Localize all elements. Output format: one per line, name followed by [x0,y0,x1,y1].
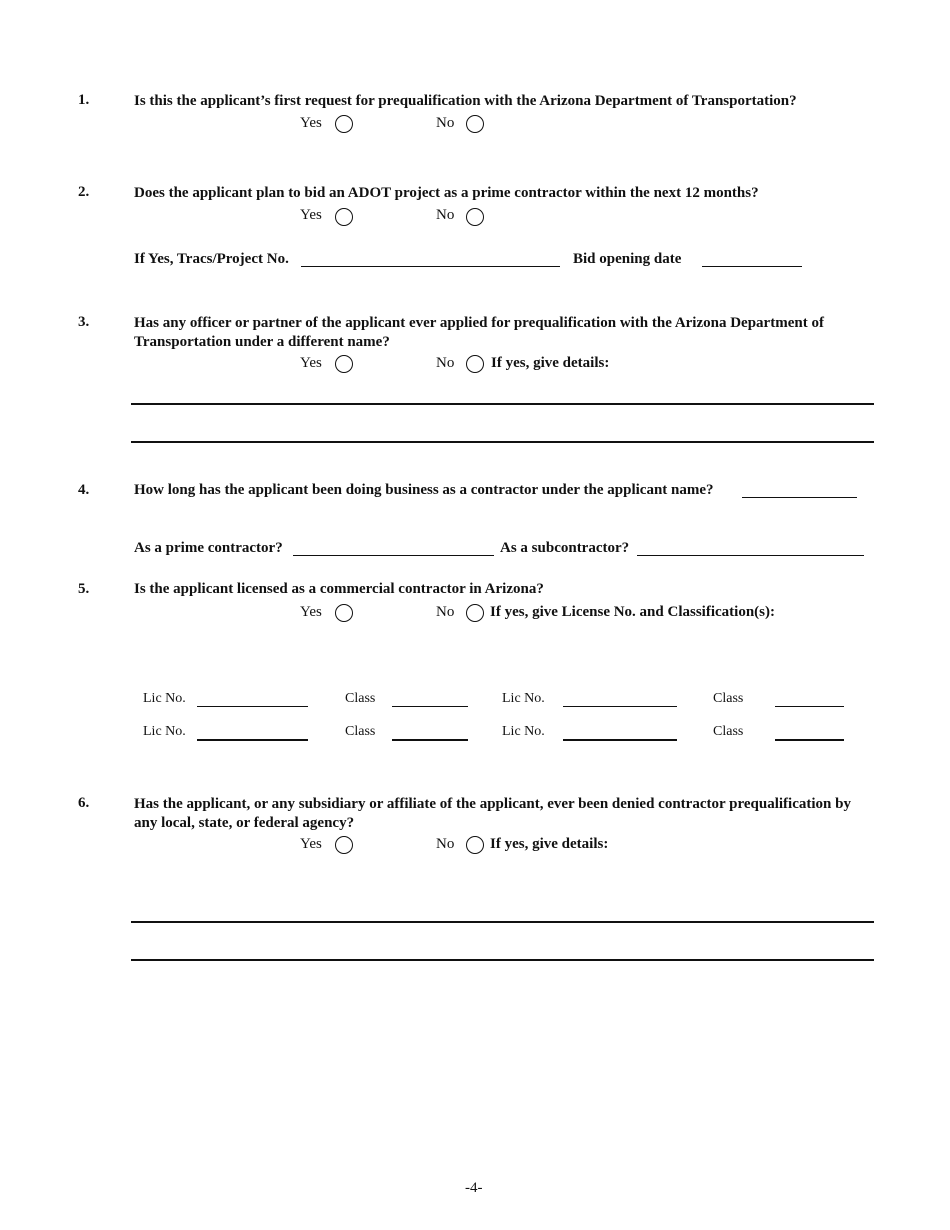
question-1-number: 1. [78,92,90,108]
question-2-number: 2. [78,184,90,200]
lic-no-field[interactable] [563,739,677,741]
prime-contractor-field[interactable] [293,555,494,556]
q1-yes-radio[interactable] [335,115,353,133]
tracs-project-label: If Yes, Tracs/Project No. [134,251,289,267]
class-label: Class [345,691,376,706]
class-field[interactable] [775,739,844,741]
question-4-number: 4. [78,482,90,498]
q5-yes-label: Yes [300,604,322,620]
class-field[interactable] [392,706,468,707]
bid-opening-date-label: Bid opening date [573,251,682,267]
class-label: Class [713,691,744,706]
class-field[interactable] [775,706,844,707]
q6-details-line-1[interactable] [131,921,874,923]
q1-no-label: No [436,115,455,131]
lic-no-field[interactable] [197,706,308,707]
lic-no-label: Lic No. [502,691,545,706]
q3-details-line-1[interactable] [131,403,874,405]
q2-yes-radio[interactable] [335,208,353,226]
class-field[interactable] [392,739,468,741]
q6-no-label: No [436,836,455,852]
q6-details-label: If yes, give details: [490,836,609,852]
class-label: Class [345,724,376,739]
prime-contractor-label: As a prime contractor? [134,540,283,556]
subcontractor-label: As a subcontractor? [500,540,630,556]
q2-no-radio[interactable] [466,208,484,226]
q3-details-label: If yes, give details: [491,355,610,371]
lic-no-field[interactable] [563,706,677,707]
q2-no-label: No [436,207,455,223]
q3-no-radio[interactable] [466,355,484,373]
question-3-text: Has any officer or partner of the applicant ever applied for prequalification with the Arizona Department of Transportation under a different name? [134,315,824,350]
tracs-project-field[interactable] [301,266,560,267]
lic-no-label: Lic No. [143,724,186,739]
q5-yes-radio[interactable] [335,604,353,622]
q3-no-label: No [436,355,455,371]
question-6-text: Has the applicant, or any subsidiary or affiliate of the applicant, ever been denied contractor prequalification by any local, state, or federal agency? [134,796,851,831]
question-5-number: 5. [78,581,90,597]
question-5-text: Is the applicant licensed as a commercial contractor in Arizona? [134,581,544,597]
business-duration-field[interactable] [742,497,857,498]
q5-no-radio[interactable] [466,604,484,622]
q6-details-line-2[interactable] [131,959,874,961]
q6-yes-label: Yes [300,836,322,852]
q3-details-line-2[interactable] [131,441,874,443]
question-2-text: Does the applicant plan to bid an ADOT project as a prime contractor within the next 12 months? [134,185,759,201]
question-6-number: 6. [78,795,90,811]
q3-yes-radio[interactable] [335,355,353,373]
q3-yes-label: Yes [300,355,322,371]
subcontractor-field[interactable] [637,555,864,556]
q5-details-label: If yes, give License No. and Classification(s): [490,604,775,620]
q1-no-radio[interactable] [466,115,484,133]
bid-opening-date-field[interactable] [702,266,802,267]
q5-no-label: No [436,604,455,620]
page-number: -4- [465,1180,483,1196]
q6-no-radio[interactable] [466,836,484,854]
q2-yes-label: Yes [300,207,322,223]
lic-no-label: Lic No. [143,691,186,706]
lic-no-field[interactable] [197,739,308,741]
lic-no-label: Lic No. [502,724,545,739]
question-3-number: 3. [78,314,90,330]
class-label: Class [713,724,744,739]
q1-yes-label: Yes [300,115,322,131]
question-4-text: How long has the applicant been doing business as a contractor under the applicant name? [134,482,714,498]
question-1-text: Is this the applicant’s first request for prequalification with the Arizona Department of Transportation? [134,93,797,109]
q6-yes-radio[interactable] [335,836,353,854]
